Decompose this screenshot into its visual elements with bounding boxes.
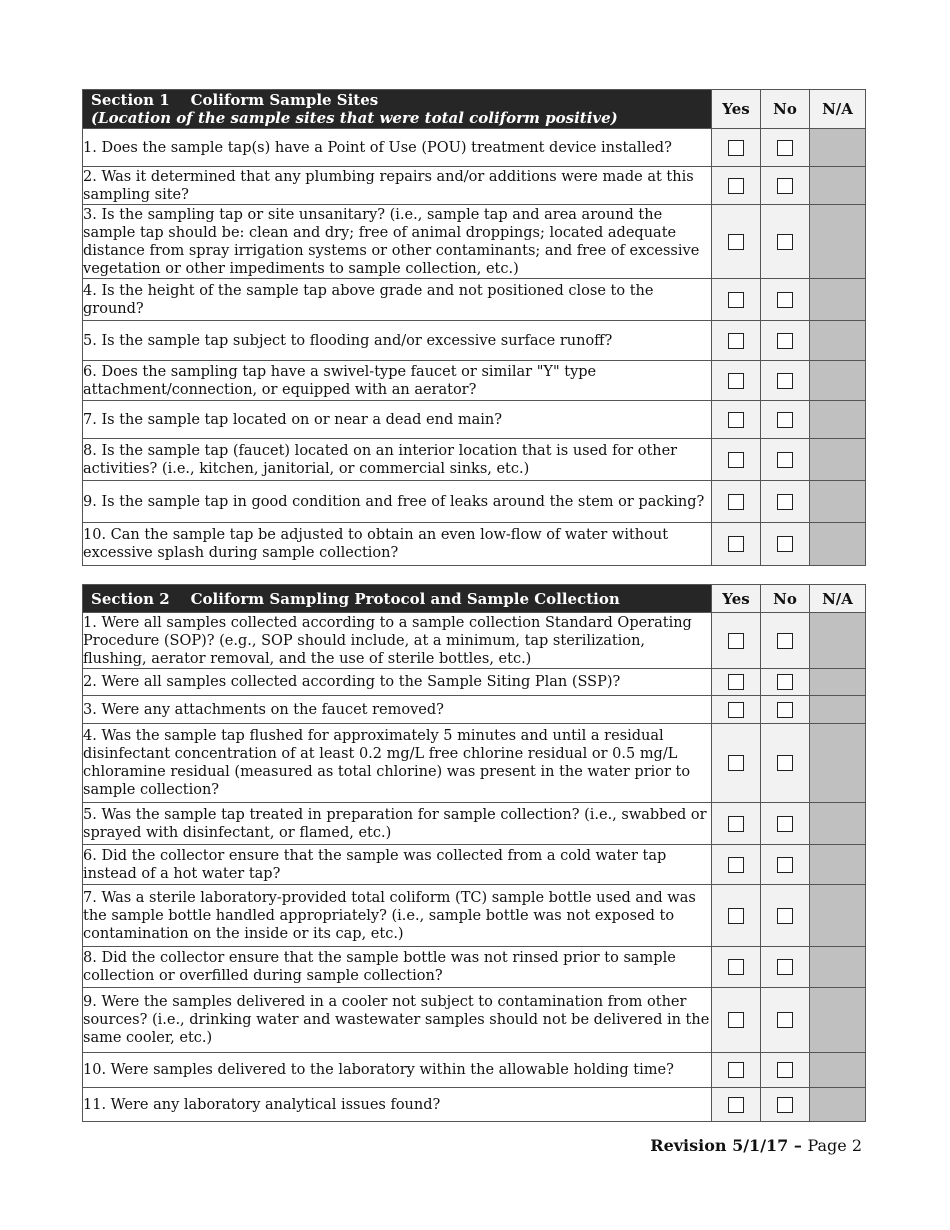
yes-cell — [712, 803, 761, 845]
na-cell — [810, 279, 866, 321]
yes-checkbox[interactable] — [728, 140, 744, 156]
yes-checkbox[interactable] — [728, 908, 744, 924]
no-cell — [761, 885, 810, 947]
no-checkbox[interactable] — [777, 1097, 793, 1113]
question-text: 3. Is the sampling tap or site unsanitary? (i.e., sample tap and area around the sample tap should be: clean and dry; free of animal droppings; located adequate distance from spray irrigation systems or other contaminants; and free of excessive vegetation or other impediments to sample collection, etc.) — [83, 205, 712, 279]
yes-cell — [712, 279, 761, 321]
yes-checkbox[interactable] — [728, 674, 744, 690]
question-row — [83, 613, 866, 669]
question-row — [83, 481, 866, 523]
yes-checkbox[interactable] — [728, 412, 744, 428]
question-text: 6. Does the sampling tap have a swivel-type faucet or similar "Y" type attachment/connection, or equipped with an aerator? — [83, 361, 712, 401]
yes-cell — [712, 696, 761, 724]
question-text: 7. Was a sterile laboratory-provided total coliform (TC) sample bottle used and was the sample bottle handled appropriately? (i.e., sample bottle was not exposed to contamination on the inside or its cap, etc.) — [83, 885, 712, 947]
question-row — [83, 523, 866, 566]
question-text: 8. Did the collector ensure that the sample bottle was not rinsed prior to sample collection or overfilled during sample collection? — [83, 947, 712, 988]
no-cell — [761, 401, 810, 439]
column-yes: Yes — [712, 585, 761, 613]
na-cell — [810, 361, 866, 401]
no-checkbox[interactable] — [777, 633, 793, 649]
yes-cell — [712, 481, 761, 523]
no-cell — [761, 1053, 810, 1088]
question-row — [83, 947, 866, 988]
yes-checkbox[interactable] — [728, 633, 744, 649]
page-footer — [650, 1136, 862, 1155]
section-2-table — [82, 584, 866, 1122]
no-cell — [761, 321, 810, 361]
no-cell — [761, 803, 810, 845]
question-row — [83, 724, 866, 803]
no-cell — [761, 167, 810, 205]
yes-checkbox[interactable] — [728, 1097, 744, 1113]
no-checkbox[interactable] — [777, 234, 793, 250]
no-checkbox[interactable] — [777, 536, 793, 552]
question-row — [83, 167, 866, 205]
no-cell — [761, 947, 810, 988]
no-cell — [761, 845, 810, 885]
footer-separator: – — [788, 1136, 808, 1155]
no-checkbox[interactable] — [777, 755, 793, 771]
question-text: 1. Were all samples collected according to a sample collection Standard Operating Procedure (SOP)? (e.g., SOP should include, at a minimum, tap sterilization, flushing, aerator removal, and the use of sterile bottles, etc.) — [83, 613, 712, 669]
yes-cell — [712, 1053, 761, 1088]
no-cell — [761, 724, 810, 803]
na-cell — [810, 669, 866, 696]
no-cell — [761, 669, 810, 696]
question-text: 4. Was the sample tap flushed for approximately 5 minutes and until a residual disinfectant concentration of at least 0.2 mg/L free chlorine residual or 0.5 mg/L chloramine residual (measured as total chlorine) was present in the water prior to sample collection? — [83, 724, 712, 803]
yes-checkbox[interactable] — [728, 755, 744, 771]
no-cell — [761, 696, 810, 724]
na-cell — [810, 724, 866, 803]
na-cell — [810, 205, 866, 279]
section-1-subtitle: (Location of the sample sites that were total coliform positive) — [91, 109, 618, 127]
yes-cell — [712, 1088, 761, 1122]
na-cell — [810, 947, 866, 988]
section-1-table — [82, 89, 866, 566]
question-row — [83, 885, 866, 947]
no-cell — [761, 613, 810, 669]
question-row — [83, 1088, 866, 1122]
yes-checkbox[interactable] — [728, 857, 744, 873]
no-cell — [761, 481, 810, 523]
no-cell — [761, 523, 810, 566]
yes-checkbox[interactable] — [728, 816, 744, 832]
no-checkbox[interactable] — [777, 452, 793, 468]
na-cell — [810, 803, 866, 845]
question-row — [83, 129, 866, 167]
yes-cell — [712, 669, 761, 696]
na-cell — [810, 1053, 866, 1088]
question-row — [83, 1053, 866, 1088]
question-text: 2. Was it determined that any plumbing repairs and/or additions were made at this sampling site? — [83, 167, 712, 205]
na-cell — [810, 885, 866, 947]
section-1-rows — [83, 129, 866, 566]
na-cell — [810, 613, 866, 669]
yes-cell — [712, 988, 761, 1053]
yes-checkbox[interactable] — [728, 333, 744, 349]
no-cell — [761, 1088, 810, 1122]
question-row — [83, 439, 866, 481]
yes-cell — [712, 885, 761, 947]
yes-cell — [712, 129, 761, 167]
yes-cell — [712, 401, 761, 439]
na-cell — [810, 696, 866, 724]
question-text: 7. Is the sample tap located on or near a dead end main? — [83, 401, 712, 439]
yes-cell — [712, 321, 761, 361]
no-checkbox[interactable] — [777, 674, 793, 690]
no-checkbox[interactable] — [777, 1062, 793, 1078]
na-cell — [810, 845, 866, 885]
yes-checkbox[interactable] — [728, 292, 744, 308]
question-row — [83, 803, 866, 845]
na-cell — [810, 1088, 866, 1122]
yes-cell — [712, 361, 761, 401]
section-2-rows — [83, 613, 866, 1122]
no-cell — [761, 439, 810, 481]
no-cell — [761, 988, 810, 1053]
column-na: N/A — [810, 90, 866, 129]
question-row — [83, 988, 866, 1053]
section-1-header — [83, 90, 712, 129]
question-row — [83, 205, 866, 279]
no-checkbox[interactable] — [777, 333, 793, 349]
question-row — [83, 321, 866, 361]
column-yes: Yes — [712, 90, 761, 129]
column-na: N/A — [810, 585, 866, 613]
column-no: No — [761, 585, 810, 613]
no-checkbox[interactable] — [777, 857, 793, 873]
no-checkbox[interactable] — [777, 494, 793, 510]
no-checkbox[interactable] — [777, 1012, 793, 1028]
question-text: 9. Is the sample tap in good condition and free of leaks around the stem or packing? — [83, 481, 712, 523]
question-text: 1. Does the sample tap(s) have a Point of Use (POU) treatment device installed? — [83, 129, 712, 167]
na-cell — [810, 167, 866, 205]
question-row — [83, 279, 866, 321]
section-1-number: Section 1 — [91, 91, 170, 109]
na-cell — [810, 523, 866, 566]
no-checkbox[interactable] — [777, 412, 793, 428]
yes-cell — [712, 613, 761, 669]
question-text: 5. Was the sample tap treated in preparation for sample collection? (i.e., swabbed or sprayed with disinfectant, or flamed, etc.) — [83, 803, 712, 845]
na-cell — [810, 988, 866, 1053]
yes-checkbox[interactable] — [728, 452, 744, 468]
revision-label: Revision 5/1/17 — [650, 1136, 789, 1155]
question-row — [83, 361, 866, 401]
section-1-title: Coliform Sample Sites — [190, 91, 379, 109]
yes-checkbox[interactable] — [728, 234, 744, 250]
page-number: Page 2 — [807, 1136, 862, 1155]
na-cell — [810, 321, 866, 361]
na-cell — [810, 129, 866, 167]
na-cell — [810, 401, 866, 439]
yes-checkbox[interactable] — [728, 536, 744, 552]
no-checkbox[interactable] — [777, 178, 793, 194]
question-row — [83, 696, 866, 724]
question-row — [83, 845, 866, 885]
yes-checkbox[interactable] — [728, 178, 744, 194]
yes-checkbox[interactable] — [728, 1012, 744, 1028]
question-text: 3. Were any attachments on the faucet removed? — [83, 696, 712, 724]
no-cell — [761, 205, 810, 279]
section-2-title: Coliform Sampling Protocol and Sample Collection — [190, 589, 620, 608]
na-cell — [810, 439, 866, 481]
question-text: 6. Did the collector ensure that the sample was collected from a cold water tap instead of a hot water tap? — [83, 845, 712, 885]
question-text: 4. Is the height of the sample tap above grade and not positioned close to the ground? — [83, 279, 712, 321]
question-text: 2. Were all samples collected according to the Sample Siting Plan (SSP)? — [83, 669, 712, 696]
question-row — [83, 401, 866, 439]
yes-checkbox[interactable] — [728, 702, 744, 718]
no-cell — [761, 279, 810, 321]
yes-checkbox[interactable] — [728, 373, 744, 389]
question-text: 5. Is the sample tap subject to flooding and/or excessive surface runoff? — [83, 321, 712, 361]
yes-cell — [712, 947, 761, 988]
no-checkbox[interactable] — [777, 908, 793, 924]
no-cell — [761, 129, 810, 167]
no-checkbox[interactable] — [777, 702, 793, 718]
question-row — [83, 669, 866, 696]
question-text: 10. Can the sample tap be adjusted to obtain an even low-flow of water without excessive splash during sample collection? — [83, 523, 712, 566]
yes-cell — [712, 845, 761, 885]
yes-checkbox[interactable] — [728, 959, 744, 975]
question-text: 11. Were any laboratory analytical issues found? — [83, 1088, 712, 1122]
na-cell — [810, 481, 866, 523]
question-text: 9. Were the samples delivered in a cooler not subject to contamination from other sources? (i.e., drinking water and wastewater samples should not be delivered in the same cooler, etc.) — [83, 988, 712, 1053]
yes-cell — [712, 167, 761, 205]
yes-checkbox[interactable] — [728, 1062, 744, 1078]
no-checkbox[interactable] — [777, 816, 793, 832]
section-2-number: Section 2 — [91, 589, 170, 608]
no-checkbox[interactable] — [777, 140, 793, 156]
yes-checkbox[interactable] — [728, 494, 744, 510]
column-no: No — [761, 90, 810, 129]
question-text: 8. Is the sample tap (faucet) located on an interior location that is used for other activities? (i.e., kitchen, janitorial, or commercial sinks, etc.) — [83, 439, 712, 481]
no-checkbox[interactable] — [777, 373, 793, 389]
no-cell — [761, 361, 810, 401]
no-checkbox[interactable] — [777, 292, 793, 308]
yes-cell — [712, 724, 761, 803]
no-checkbox[interactable] — [777, 959, 793, 975]
yes-cell — [712, 205, 761, 279]
section-2-header — [83, 585, 712, 613]
question-text: 10. Were samples delivered to the laboratory within the allowable holding time? — [83, 1053, 712, 1088]
yes-cell — [712, 523, 761, 566]
yes-cell — [712, 439, 761, 481]
